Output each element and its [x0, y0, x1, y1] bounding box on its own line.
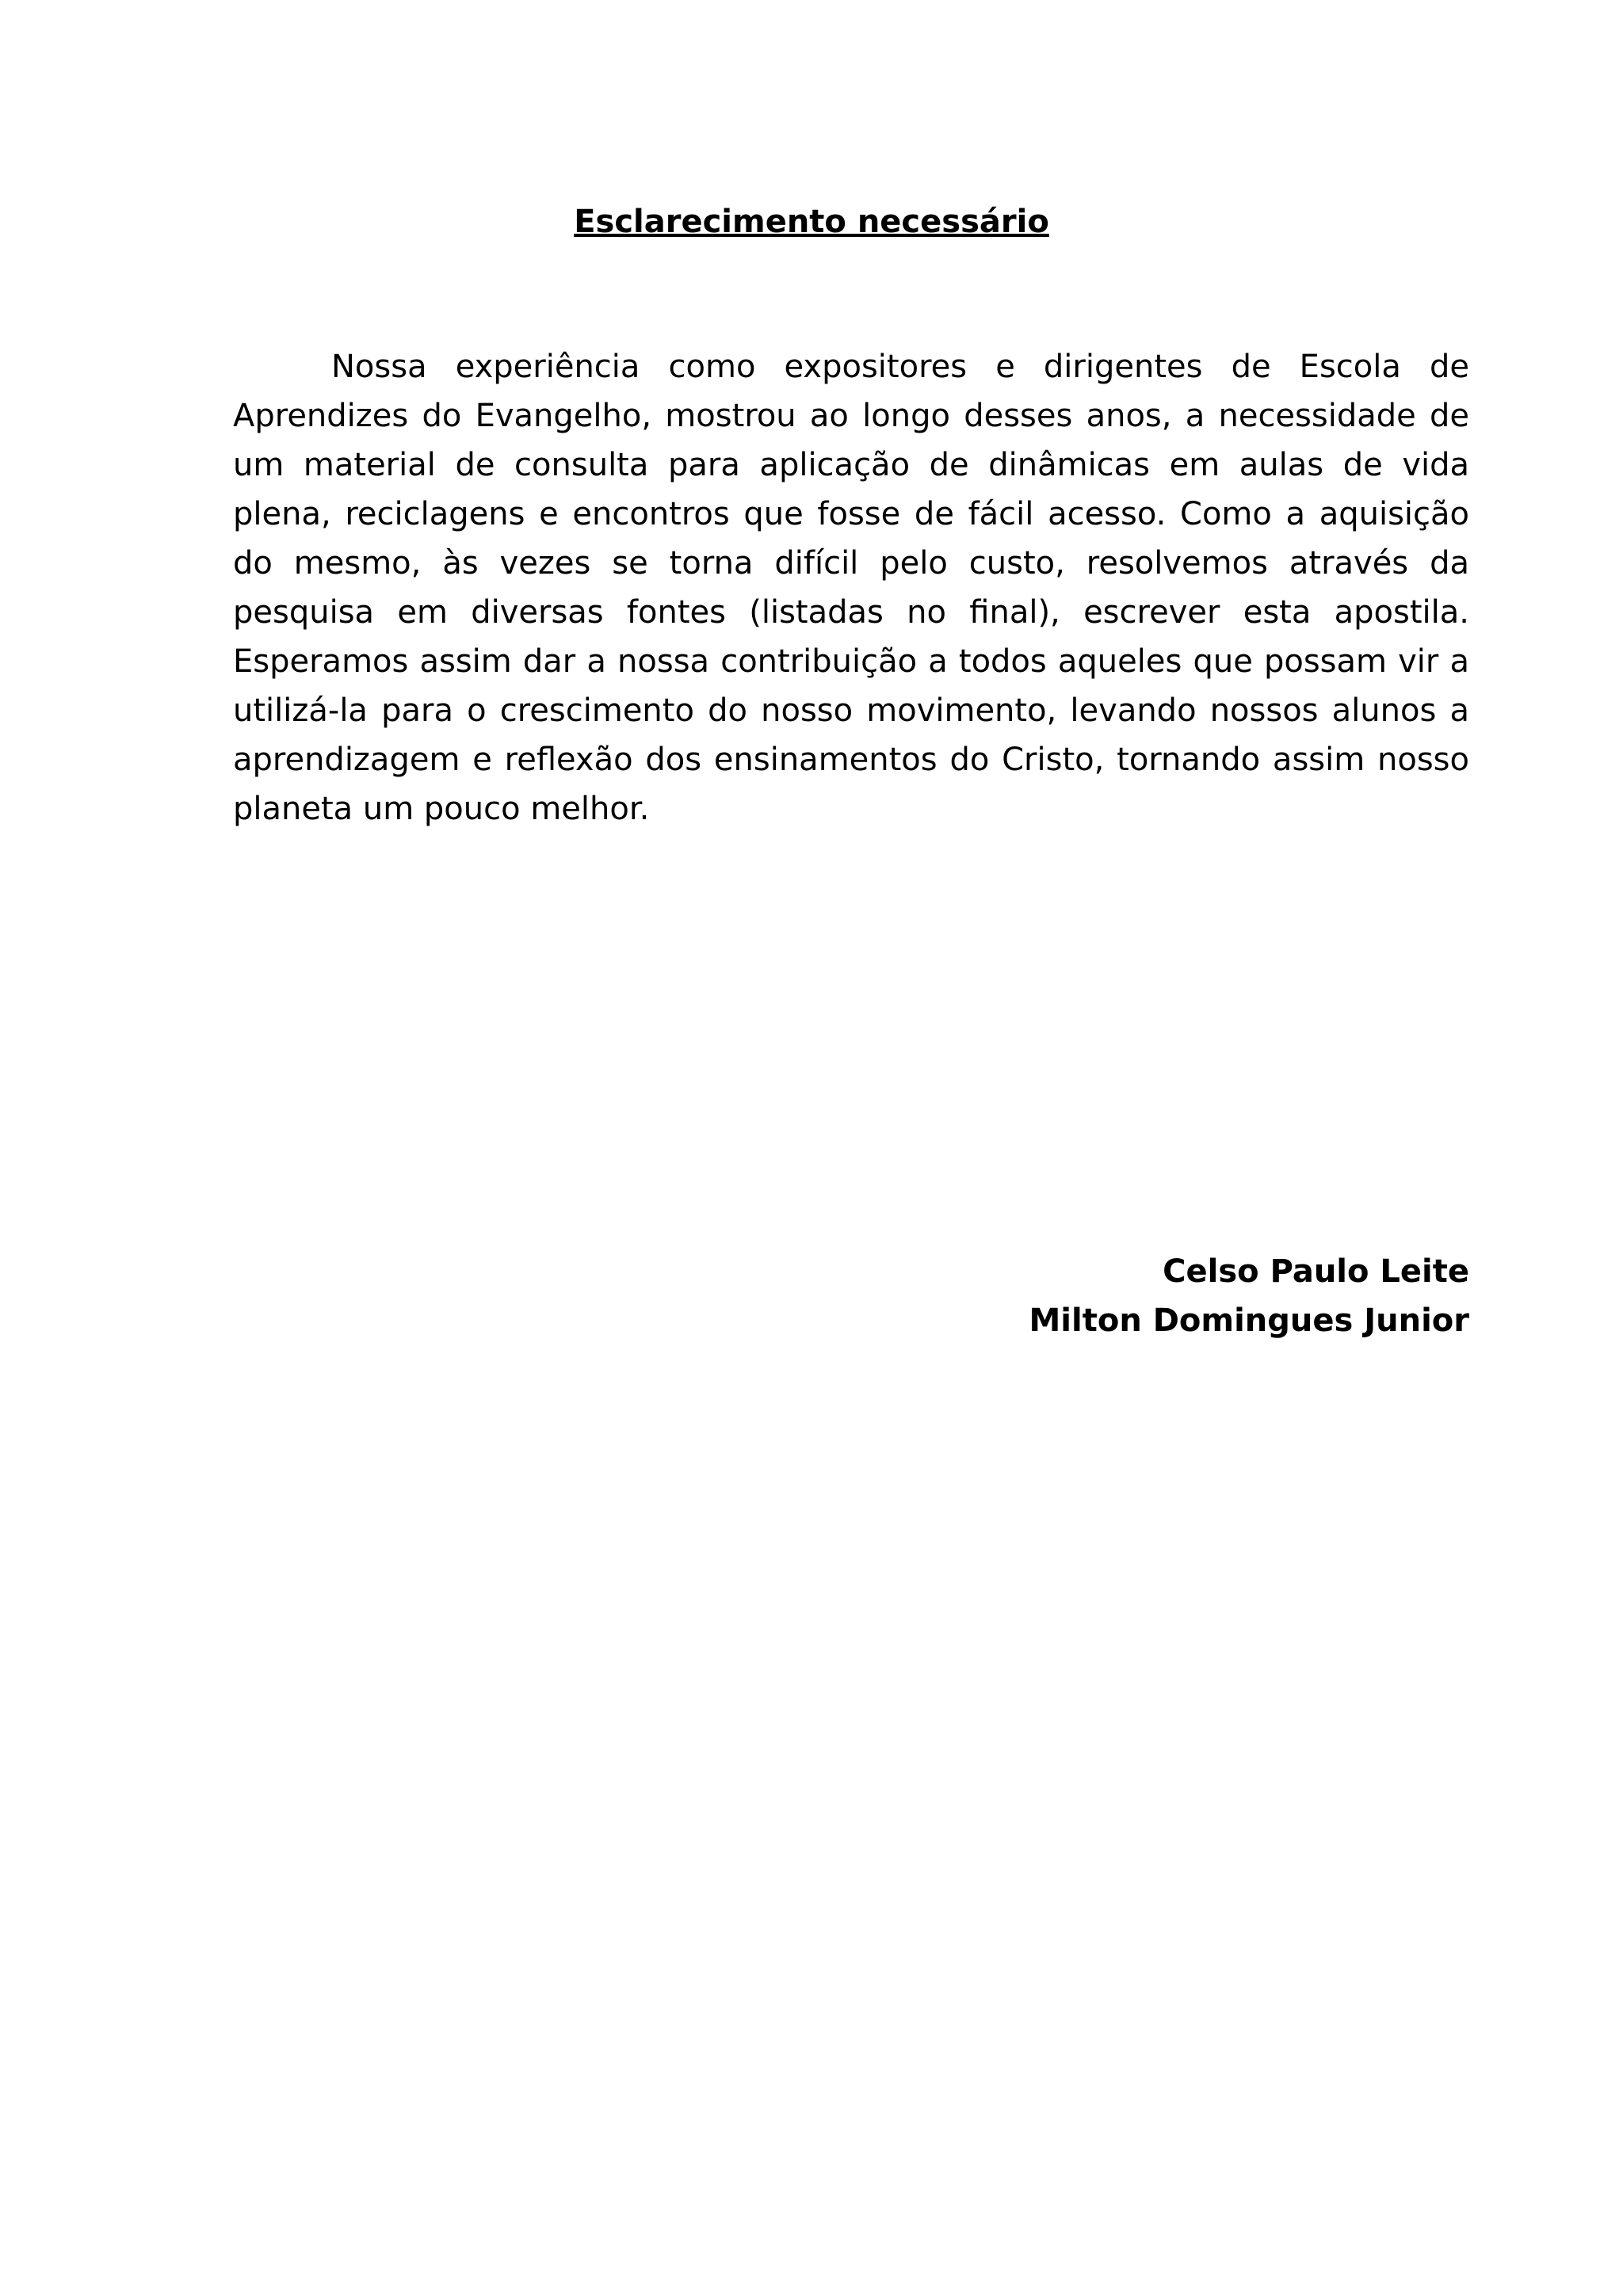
page-title: Esclarecimento necessário [574, 204, 1049, 240]
author-name-1: Celso Paulo Leite [1163, 1253, 1469, 1290]
author-name-2: Milton Domingues Junior [1029, 1302, 1469, 1339]
body-paragraph: Nossa experiência como expositores e dirigentes de Escola de Aprendizes do Evangelho, mostrou ao longo desses anos, a necessidade de um material de consulta para aplicação de dinâmicas em aulas de vida plena, reciclagens e encontros que fosse de fácil acesso. Como a aquisição do mesmo, às vezes se torna difícil pelo custo, resolvemos através da pesquisa em diversas fontes (listadas no final), escrever esta apostila. Esperamos assim dar a nossa contribuição a todos aqueles que possam vir a utilizá-la para o crescimento do nosso movimento, levando nossos alunos a aprendizagem e reflexão dos ensinamentos do Cristo, tornando assim nosso planeta um pouco melhor. [233, 349, 1469, 827]
author-signatures [1029, 1247, 1469, 1345]
